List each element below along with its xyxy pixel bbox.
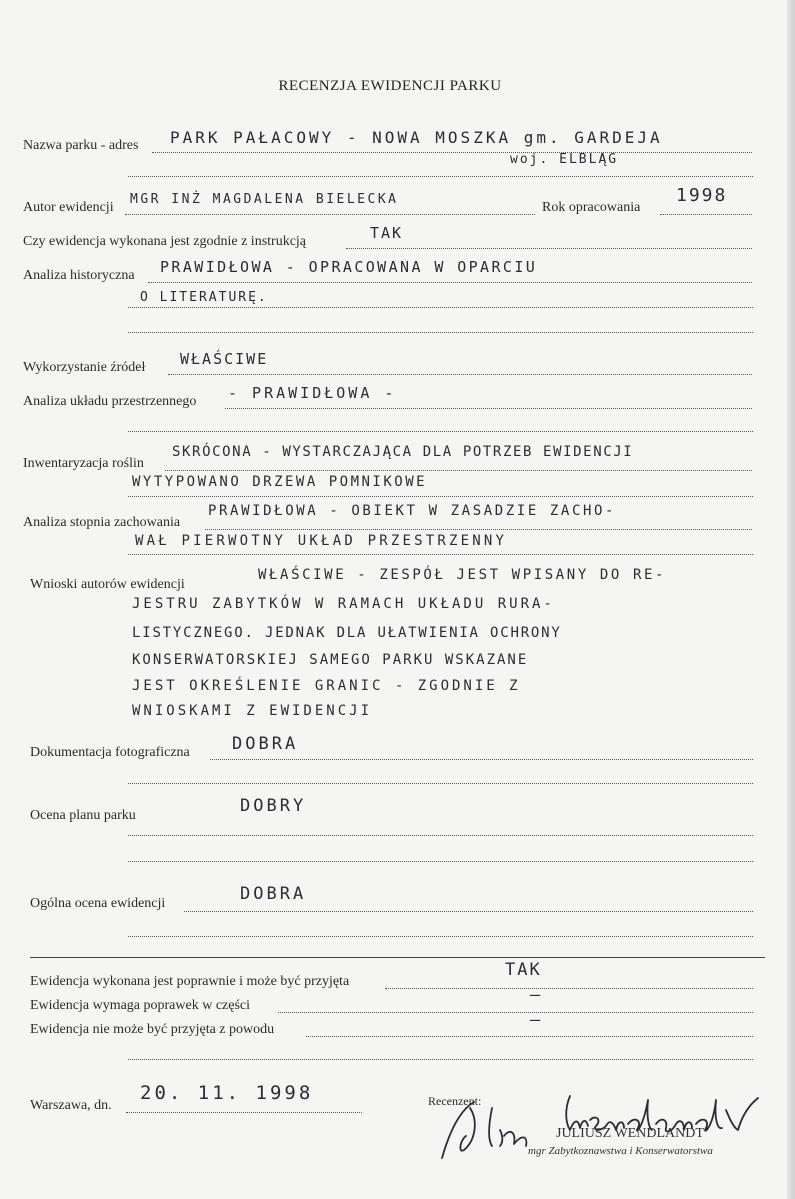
wnioski-label: Wnioski autorów ewidencji [30, 577, 185, 592]
stopnia-dots-2 [128, 553, 753, 555]
autor-dots [125, 213, 535, 215]
rok-label: Rok opracowania [542, 200, 641, 215]
nazwa-label: Nazwa parku - adres [23, 138, 139, 153]
uklad-dots-2 [128, 430, 753, 432]
zgodnie-dots [346, 247, 752, 249]
nie-label: Ewidencja nie może być przyjęta z powodu [30, 1022, 275, 1037]
poprawnie-value[interactable]: TAK [505, 960, 542, 980]
historyczna-label: Analiza historyczna [23, 268, 135, 283]
poprawek-label: Ewidencja wymaga poprawek w części [30, 998, 251, 1013]
plan-dots-2 [128, 860, 753, 862]
uklad-value[interactable]: - PRAWIDŁOWA - [228, 384, 397, 402]
zrodel-label: Wykorzystanie źródeł [23, 360, 146, 375]
autor-label: Autor ewidencji [23, 200, 114, 215]
wnioski-value-5[interactable]: JEST OKREŚLENIE GRANIC - ZGODNIE Z [132, 678, 521, 694]
ogolna-dots-2 [128, 935, 753, 937]
foto-label: Dokumentacja fotograficzna [30, 745, 190, 760]
place-label: Warszawa, dn. [30, 1098, 112, 1113]
ogolna-dots [184, 910, 753, 912]
poprawek-value[interactable]: — [530, 985, 543, 1005]
historyczna-dots-3 [128, 331, 753, 333]
foto-value[interactable]: DOBRA [232, 734, 299, 754]
historyczna-dots-2 [128, 306, 753, 308]
ogolna-value[interactable]: DOBRA [240, 884, 307, 904]
wnioski-value-1[interactable]: WŁAŚCIWE - ZESPÓŁ JEST WPISANY DO RE- [258, 567, 667, 583]
nazwa-dots-2 [128, 175, 753, 177]
rosliny-dots-2 [128, 495, 753, 497]
rok-dots [660, 213, 752, 215]
wnioski-value-2[interactable]: JESTRU ZABYTKÓW W RAMACH UKŁADU RURA- [132, 596, 555, 612]
plan-value[interactable]: DOBRY [240, 796, 307, 816]
stopnia-value-2[interactable]: WAŁ PIERWOTNY UKŁAD PRZESTRZENNY [135, 533, 508, 549]
historyczna-value-1[interactable]: PRAWIDŁOWA - OPRACOWANA W OPARCIU [160, 258, 538, 276]
autor-value[interactable]: MGR INŻ MAGDALENA BIELECKA [130, 192, 399, 207]
page-edge [787, 0, 795, 1199]
zgodnie-value[interactable]: TAK [370, 224, 404, 242]
poprawnie-label: Ewidencja wykonana jest poprawnie i może być przyjęta [30, 974, 350, 989]
uklad-label: Analiza układu przestrzennego [23, 394, 197, 409]
foto-dots-2 [128, 782, 753, 784]
rosliny-dots [165, 469, 752, 471]
stopnia-label: Analiza stopnia zachowania [23, 515, 181, 530]
nie-dots [306, 1035, 753, 1037]
rok-value[interactable]: 1998 [676, 185, 728, 206]
rosliny-value-2[interactable]: WYTYPOWANO DRZEWA POMNIKOWE [132, 474, 428, 490]
nazwa-value-1[interactable]: PARK PAŁACOWY - NOWA MOSZKA gm. GARDEJA [170, 128, 663, 147]
poprawek-dots [278, 1011, 753, 1013]
page-title: RECENZJA EWIDENCJI PARKU [278, 78, 502, 94]
historyczna-dots [148, 281, 752, 283]
nie-value[interactable]: — [530, 1010, 543, 1030]
wnioski-value-4[interactable]: KONSERWATORSKIEJ SAMEGO PARKU WSKAZANE [132, 652, 529, 668]
section-separator [30, 957, 765, 958]
nie-dots-2 [128, 1058, 753, 1060]
wnioski-value-6[interactable]: WNIOSKAMI Z EWIDENCJI [132, 703, 373, 719]
wnioski-value-3[interactable]: LISTYCZNEGO. JEDNAK DLA UŁATWIENIA OCHRONY [132, 625, 562, 641]
reviewer-label: Recenzent: [428, 1094, 482, 1108]
reviewer-name: JULIUSZ WENDLANDT [556, 1126, 704, 1141]
plan-dots [128, 834, 753, 836]
plan-label: Ocena planu parku [30, 808, 136, 823]
nazwa-dots [152, 151, 752, 153]
reviewer-title: mgr Zabytkoznawstwa i Konserwatorstwa [528, 1145, 713, 1157]
zrodel-value[interactable]: WŁAŚCIWE [180, 350, 269, 368]
zgodnie-label: Czy ewidencja wykonana jest zgodnie z instrukcją [23, 234, 307, 249]
poprawnie-dots [385, 987, 753, 989]
rosliny-value-1[interactable]: SKRÓCONA - WYSTARCZAJĄCA DLA POTRZEB EWIDENCJI [172, 444, 634, 460]
foto-dots [210, 758, 753, 760]
date-value[interactable]: 20. 11. 1998 [140, 1082, 314, 1104]
rosliny-label: Inwentaryzacja roślin [23, 456, 144, 471]
stopnia-value-1[interactable]: PRAWIDŁOWA - OBIEKT W ZASADZIE ZACHO- [208, 503, 617, 519]
nazwa-value-2[interactable]: woj. ELBLĄG [510, 152, 619, 167]
zrodel-dots [168, 373, 752, 375]
stopnia-dots [205, 528, 752, 530]
date-dots [126, 1111, 362, 1113]
historyczna-value-2[interactable]: O LITERATURĘ. [140, 290, 268, 305]
ogolna-label: Ogólna ocena ewidencji [30, 896, 166, 911]
uklad-dots [225, 407, 752, 409]
